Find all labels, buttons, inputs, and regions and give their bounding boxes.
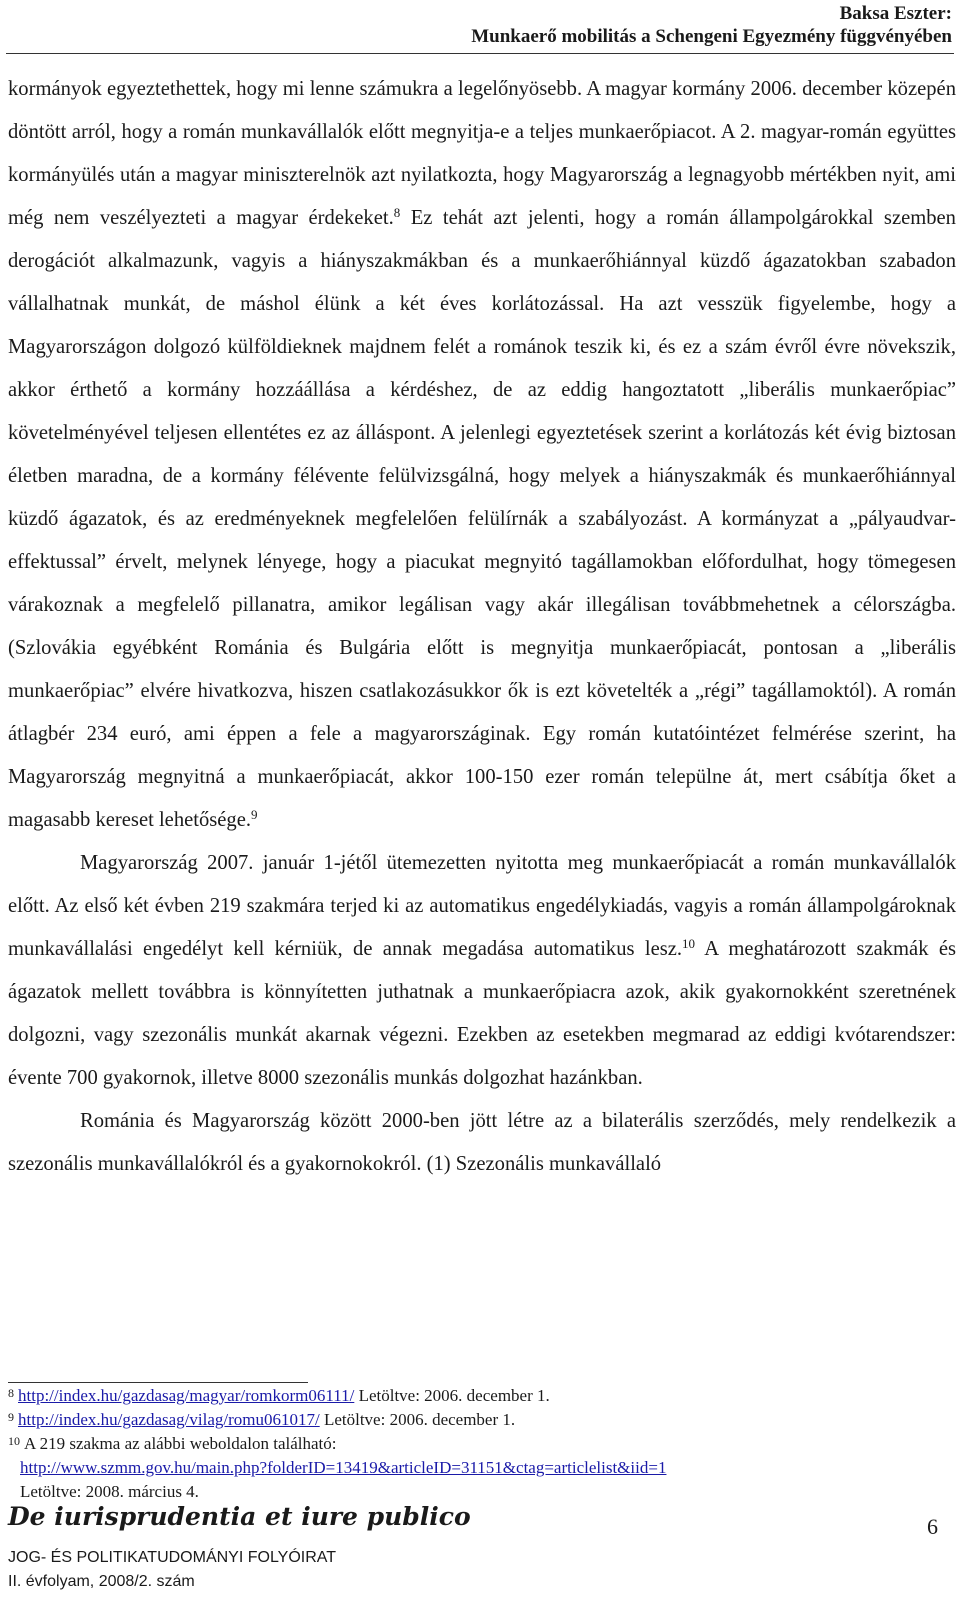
- journal-subtitle: JOG- ÉS POLITIKATUDOMÁNYI FOLYÓIRAT: [8, 1549, 337, 1566]
- footnote-text: Letöltve: 2006. december 1.: [354, 1386, 550, 1405]
- journal-subtitle-block: [8, 1546, 336, 1594]
- footnote-ref-9[interactable]: 9: [251, 807, 258, 822]
- footnote-rule: [8, 1382, 308, 1383]
- header-author: Baksa Eszter:: [839, 3, 952, 24]
- footnote-text: A 219 szakma az alábbi weboldalon található:: [24, 1434, 337, 1453]
- header-rule: [6, 53, 954, 54]
- body-text: [8, 68, 956, 1186]
- journal-title: De iurisprudentia et iure publico: [8, 1502, 471, 1531]
- paragraph-1: [8, 68, 956, 842]
- page-header: [471, 2, 952, 48]
- footnote-9: [8, 1408, 948, 1432]
- page-number: 6: [927, 1514, 938, 1539]
- footnote-10: [8, 1432, 948, 1504]
- paragraph-1-part-b: Ez tehát azt jelenti, hogy a román állampolgárokkal szemben derogációt alkalmazunk, vagyis a hiányszakmákban és a munkaerőhiánnyal küzdő ágazatokban szabadon vállalhatnak munkát, de máshol élünk a két éves korlátozással. Ha azt vesszük figyelembe, hogy a Magyarországon dolgozó külföldieknek majdnem felét a románok teszik ki, és ez a szám évről évre növekszik, akkor érthető a kormány hozzáállása a kérdéshez, de az eddig hangoztatott „liberális munkaerőpiac” követelményével teljesen ellentétes ez az álláspont. A jelenlegi egyeztetések szerint a korlátozás két évig biztosan életben maradna, de a kormány félévente felülvizsgálná, hogy melyek a hiányszakmák és munkaerőhiánnyal küzdő ágazatok, és az eredményeknek megfelelően felülírnák a szabályozást. A kormányzat a „pályaudvar-effektussal” érvelt, melynek lényege, hogy a piacukat megnyitó tagállamokban előfordulhat, hogy tömegesen várakoznak a megfelelő pillanatra, amikor legálisan vagy akár illegálisan továbbmehetnek a célországba. (Szlovákia egyébként Románia és Bulgária előtt is megnyitja munkaerőpiacát, pontosan a „liberális munkaerőpiac” elvére hivatkozva, hiszen csatlakozásukkor ők is ezt követelték a „régi” tagállamoktól). A román átlagbér 234 euró, ami éppen a fele a magyarországinak. Egy román kutatóintézet felmérése szerint, ha Magyarország megnyitná a munkaerőpiacát, akkor 100-150 ezer román települne át, mert csábítja őket a magasabb kereset lehetősége.: [8, 207, 956, 831]
- footnotes: [8, 1384, 948, 1504]
- footnote-link[interactable]: http://index.hu/gazdasag/vilag/romu061017/: [18, 1410, 320, 1429]
- footnote-link[interactable]: http://www.szmm.gov.hu/main.php?folderID=13419&articleID=31151&ctag=articlelist&iid=1: [20, 1458, 667, 1477]
- footnote-text: Letöltve: 2006. december 1.: [319, 1410, 516, 1429]
- footnote-ref-10[interactable]: 10: [682, 936, 696, 951]
- footnote-ref-8[interactable]: 8: [393, 205, 401, 220]
- journal-volume: II. évfolyam, 2008/2. szám: [8, 1573, 195, 1590]
- paragraph-1-part-a: kormányok egyeztethettek, hogy mi lenne számukra a legelőnyösebb. A magyar kormány 2006. december közepén döntött arról, hogy a román munkavállalók előtt megnyitja-e a teljes munkaerőpiacot. A 2. magyar-román együttes kormányülés után a magyar miniszterelnök azt nyilatkozta, hogy Magyarország a legnagyobb mértékben nyit, ami még nem veszélyezteti a magyar érdekeket.: [8, 78, 956, 229]
- footnote-number: 8: [8, 1386, 14, 1400]
- paragraph-3: Románia és Magyarország között 2000-ben jött létre az a bilaterális szerződés, mely rendelkezik a szezonális munkavállalókról és a gyakornokokról. (1) Szezonális munkavállaló: [8, 1110, 956, 1175]
- footnote-number: 9: [8, 1410, 14, 1424]
- footnote-number: 10: [8, 1434, 20, 1448]
- paragraph-2-part-a: Magyarország 2007. január 1-jétől ütemezetten nyitotta meg munkaerőpiacát a román munkavállalók előtt. Az első két évben 219 szakmára terjed ki az automatikus engedélykiadás, vagyis a román állampolgároknak munkavállalási engedélyt kell kérniük, de annak megadása automatikus lesz.: [8, 852, 956, 960]
- footnote-link[interactable]: http://index.hu/gazdasag/magyar/romkorm06111/: [18, 1386, 355, 1405]
- paragraph-2-part-b: A meghatározott szakmák és ágazatok mellett továbbra is könnyítetten juthatnak a munkaerőpiacra azok, akik gyakornokként szeretnének dolgozni, vagy szezonális munkát akarnak végezni. Ezekben az esetekben megmarad az eddigi kvótarendszer: évente 700 gyakornok, illetve 8000 szezonális munkás dolgozhat hazánkban.: [8, 938, 956, 1089]
- footnote-8: [8, 1384, 948, 1408]
- header-title: Munkaerő mobilitás a Schengeni Egyezmény függvényében: [471, 26, 952, 47]
- footnote-text: Letöltve: 2008. március 4.: [20, 1482, 199, 1501]
- paragraph-2: [8, 842, 956, 1100]
